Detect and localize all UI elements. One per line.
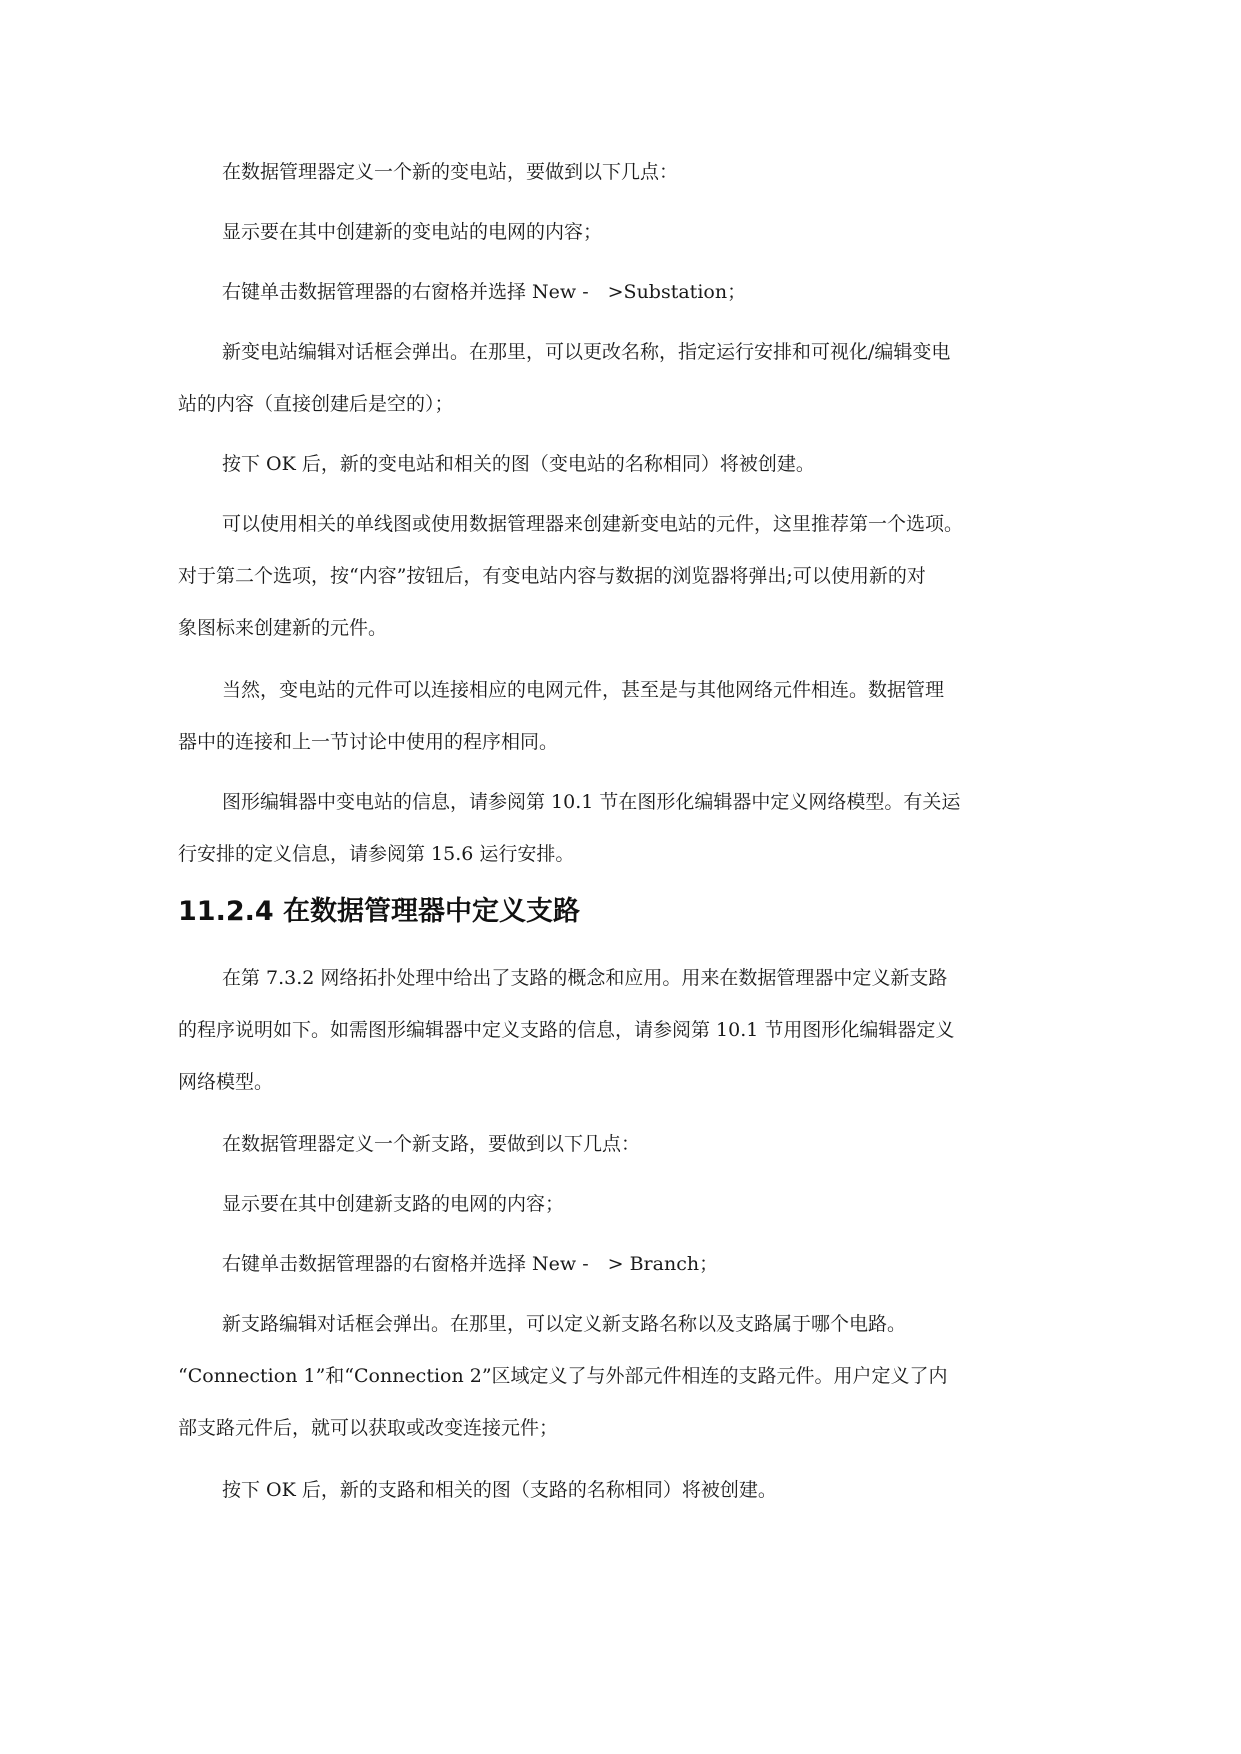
text-line: “Connection 1”和“Connection 2”区域定义了与外部元件相连的支路元件。用户定义了内 (178, 1365, 948, 1387)
paragraph-connect-elements (178, 664, 1064, 768)
paragraph-show-grid-content (178, 206, 1064, 258)
text-line: 象图标来创建新的元件。 (178, 617, 388, 639)
text-line: 按下 OK 后，新的支路和相关的图（支路的名称相同）将被创建。 (222, 1479, 777, 1501)
text-line: 网络模型。 (178, 1071, 274, 1093)
text-line: 当然，变电站的元件可以连接相应的电网元件，甚至是与其他网络元件相连。数据管理 (222, 679, 945, 701)
paragraph-branch-concept (178, 952, 1064, 1108)
text-line: 可以使用相关的单线图或使用数据管理器来创建新变电站的元件，这里推荐第一个选项。 (222, 513, 964, 535)
text-line: 显示要在其中创建新的变电站的电网的内容； (222, 221, 603, 243)
paragraph-right-click-new-branch (178, 1238, 1064, 1290)
text-line: 站的内容（直接创建后是空的）； (178, 393, 454, 415)
paragraph-press-ok-branch (178, 1464, 1064, 1516)
text-line: 按下 OK 后，新的变电站和相关的图（变电站的名称相同）将被创建。 (222, 453, 815, 475)
paragraph-substation-dialog (178, 326, 1064, 430)
text-line: 在数据管理器定义一个新的变电站，要做到以下几点： (222, 161, 679, 183)
text-line: 图形编辑器中变电站的信息，请参阅第 10.1 节在图形化编辑器中定义网络模型。有关运 (222, 791, 961, 813)
paragraph-graphic-editor-reference (178, 776, 1064, 880)
text-line: 部支路元件后，就可以获取或改变连接元件； (178, 1417, 559, 1439)
text-line: 新支路编辑对话框会弹出。在那里，可以定义新支路名称以及支路属于哪个电路。 (222, 1313, 907, 1335)
section-heading: 11.2.4 在数据管理器中定义支路 (178, 896, 581, 927)
text-line: 新变电站编辑对话框会弹出。在那里，可以更改名称，指定运行安排和可视化/编辑变电 (222, 341, 951, 363)
text-line: 行安排的定义信息，请参阅第 15.6 运行安排。 (178, 843, 575, 865)
text-line: 对于第二个选项，按“内容”按钮后，有变电站内容与数据的浏览器将弹出;可以使用新的对 (178, 565, 926, 587)
text-line: 器中的连接和上一节讨论中使用的程序相同。 (178, 731, 559, 753)
text-line: 的程序说明如下。如需图形编辑器中定义支路的信息，请参阅第 10.1 节用图形化编辑器定义 (178, 1019, 955, 1041)
text-line: 右键单击数据管理器的右窗格并选择 New - >Substation； (222, 281, 747, 303)
text-line: 在数据管理器定义一个新支路，要做到以下几点： (222, 1133, 641, 1155)
paragraph-define-branch-intro (178, 1118, 1064, 1170)
paragraph-show-branch-grid-content (178, 1178, 1064, 1230)
text-line: 显示要在其中创建新支路的电网的内容； (222, 1193, 565, 1215)
paragraph-right-click-new-substation (178, 266, 1064, 318)
paragraph-define-substation-intro (178, 146, 1064, 198)
paragraph-press-ok-substation (178, 438, 1064, 490)
text-line: 在第 7.3.2 网络拓扑处理中给出了支路的概念和应用。用来在数据管理器中定义新支路 (222, 967, 948, 989)
text-line: 右键单击数据管理器的右窗格并选择 New - > Branch； (222, 1253, 719, 1275)
paragraph-branch-dialog (178, 1298, 1064, 1454)
paragraph-create-elements (178, 498, 1064, 654)
